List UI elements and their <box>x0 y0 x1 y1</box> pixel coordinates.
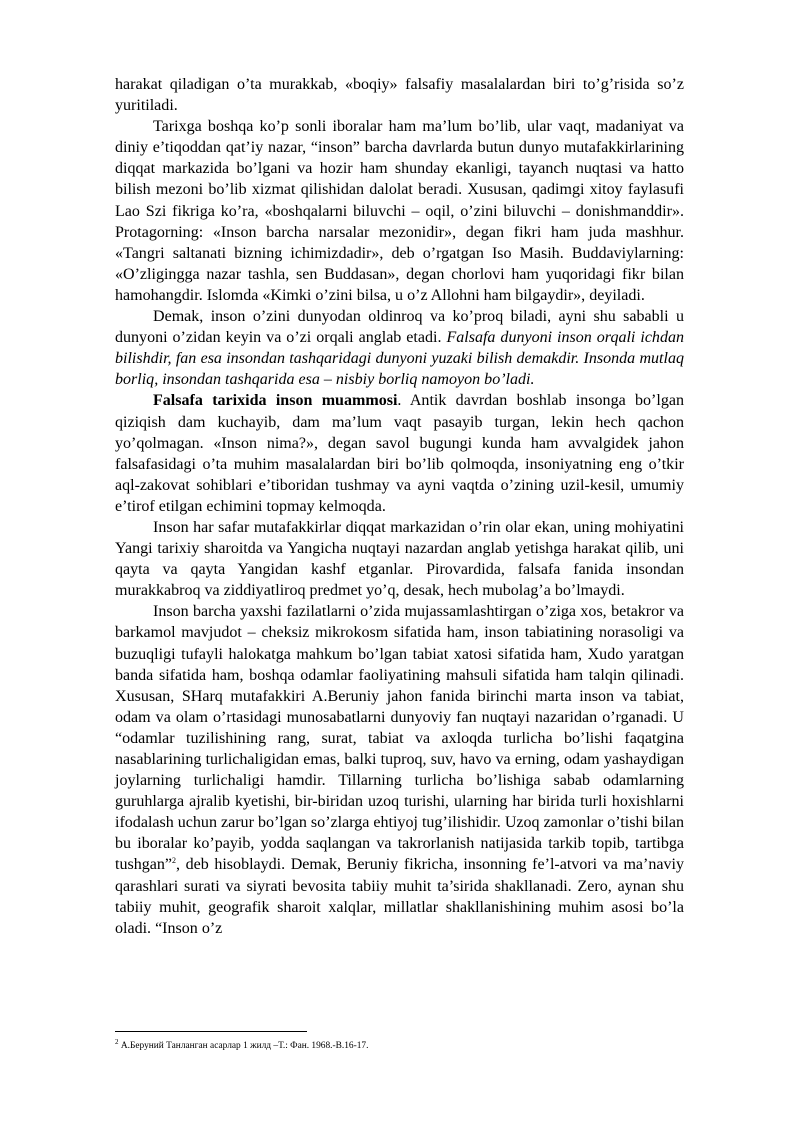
footnote-separator <box>115 1031 307 1032</box>
footnote-reference: 2 <box>172 856 176 866</box>
paragraph <box>115 517 684 601</box>
italic-text: Falsafa dunyoni inson orqali ichdan bilishdir, fan esa insondan tashqaridagi dunyoni yuzaki bilish demakdir. Insonda mutlaq borliq, insondan tashqarida esa – nisbiy borliq namoyon bo’ladi. <box>115 329 684 389</box>
footnote-text: А.Беруний Танланган асарлар 1 жилд –Т.: Фан. 1968.-В.16-17. <box>118 1041 369 1051</box>
text-run: Inson barcha yaxshi fazilatlarni o’zida mujassamlashtirgan o’ziga xos, betakror va barkamol mavjudot – cheksiz mikrokosm sifatida ham, inson tabiatining norasoligi va buzuqligi tufayli halokatga mahkum bo’lgan tabiat xatosi sifatida ham, Xudo yaratgan banda sifatida ham, boshqa odamlar faoliyatining mahsuli sifatida ham talqin qilinadi. Xususan, SHarq mutafakkiri A.Beruniy jahon fanida birinchi marta inson va tabiat, odam va olam o’rtasidagi munosabatlarni dunyoviy fan nuqtayi nazaridan o’rganadi. U “odamlar tuzilishining rang, surat, tabiat va axloqda turlicha bo’lishi faqatgina nasablarining turlichaligidan emas, balki tuproq, suv, havo va erning, odam yashaydigan joylarning turlichaligi hamdir. Tillarning turlicha bo’lishiga sabab odamlarning guruhlarga ajralib kyetishi, bir-biridan uzoq turishi, ularning har birida turli hoxishlarni ifodalash uchun zarur bo’lgan so’zlarga ehtiyoj tug’ilishidir. Uzoq zamonlar o’tishi bilan bu iboralar ko’payib, yodda saqlangan va takrorlanish natijasida tarkib topib, tartibga tushgan” <box>115 603 684 874</box>
paragraph <box>115 390 684 517</box>
body-text <box>115 74 684 939</box>
text-run: , deb hisoblaydi. Demak, Beruniy fikricha, insonning fe’l-atvori va ma’naviy qarashlari surati va siyrati bevosita tabiiy muhit ta’sirida shakllanadi. Zero, aynan shu tabiiy muhit, geografik sharoit xalqlar, millatlar shakllanishining muhim asosi bo’la oladi. “Inson o’z <box>115 856 684 937</box>
paragraph <box>115 601 684 939</box>
paragraph <box>115 116 684 306</box>
text-run: Tarixga boshqa ko’p sonli iboralar ham ma’lum bo’lib, ular vaqt, madaniyat va diniy e’tiqoddan qat’iy nazar, “inson” barcha davrlarda butun dunyo mutafakkirlarining diqqat markazida bo’lgani va hozir ham shunday ekanligi, tayanch nuqtasi va hatto bilish mezoni bo’lib xizmat qilishidan dalolat beradi. Xususan, qadimgi xitoy faylasufi Lao Szi fikriga ko’ra, «boshqalarni biluvchi – oqil, o’zini biluvchi – donishmanddir». Protagorning: «Inson barcha narsalar mezonidir», degan fikri ham juda mashhur. «Tangri saltanati bizning ichimizdadir», deb o’rgatgan Iso Masih. Buddaviylarning: «O’zligingga nazar tashla, sen Buddasan», degan chorlovi ham yuqoridagi fikr bilan hamohangdir. Islomda «Kimki o’zini bilsa, u o’z Allohni ham bilgaydir», deyiladi. <box>115 118 684 304</box>
paragraph <box>115 306 684 390</box>
footnote-marker: 2 <box>115 1038 119 1046</box>
text-run: . Antik davrdan boshlab insonga bo’lgan qiziqish dam kuchayib, dam ma’lum vaqt pasayib turgan, lekin hech qachon yo’qolmagan. «Inson nima?», degan savol bugungi kunda ham avvalgidek jahon falsafasidagi o’ta muhim masalalardan biri bo’lib qolmoqda, insoniyatning eng o’tkir aql-zakovat sohiblari e’tiboridan tushmay va ayni vaqtda o’zining uzil-kesil, umumiy e’tirof etilgan echimini topmay kelmoqda. <box>115 392 684 515</box>
text-run: Demak, inson o’zini dunyodan oldinroq va ko’proq biladi, ayni shu sababli u dunyoni o’zidan keyin va o’zi orqali anglab etadi. <box>115 308 684 347</box>
bold-heading: Falsafa tarixida inson muammosi <box>153 392 398 410</box>
text-run: Inson har safar mutafakkirlar diqqat markazidan o’rin olar ekan, uning mohiyatini Yangi tarixiy sharoitda va Yangicha nuqtayi nazardan anglab yetishga harakat qilib, uni qayta va qayta Yangidan kashf etganlar. Pirovardida, falsafa fanida insondan murakkabroq va ziddiyatliroq predmet yo’q, desak, hech mubolag’a bo’lmaydi. <box>115 518 684 600</box>
text-run: harakat qiladigan o’ta murakkab, «boqiy» falsafiy masalalardan biri to’g’risida so’z yuritiladi. <box>115 76 684 115</box>
footnote <box>115 1040 684 1052</box>
paragraph <box>115 74 684 116</box>
